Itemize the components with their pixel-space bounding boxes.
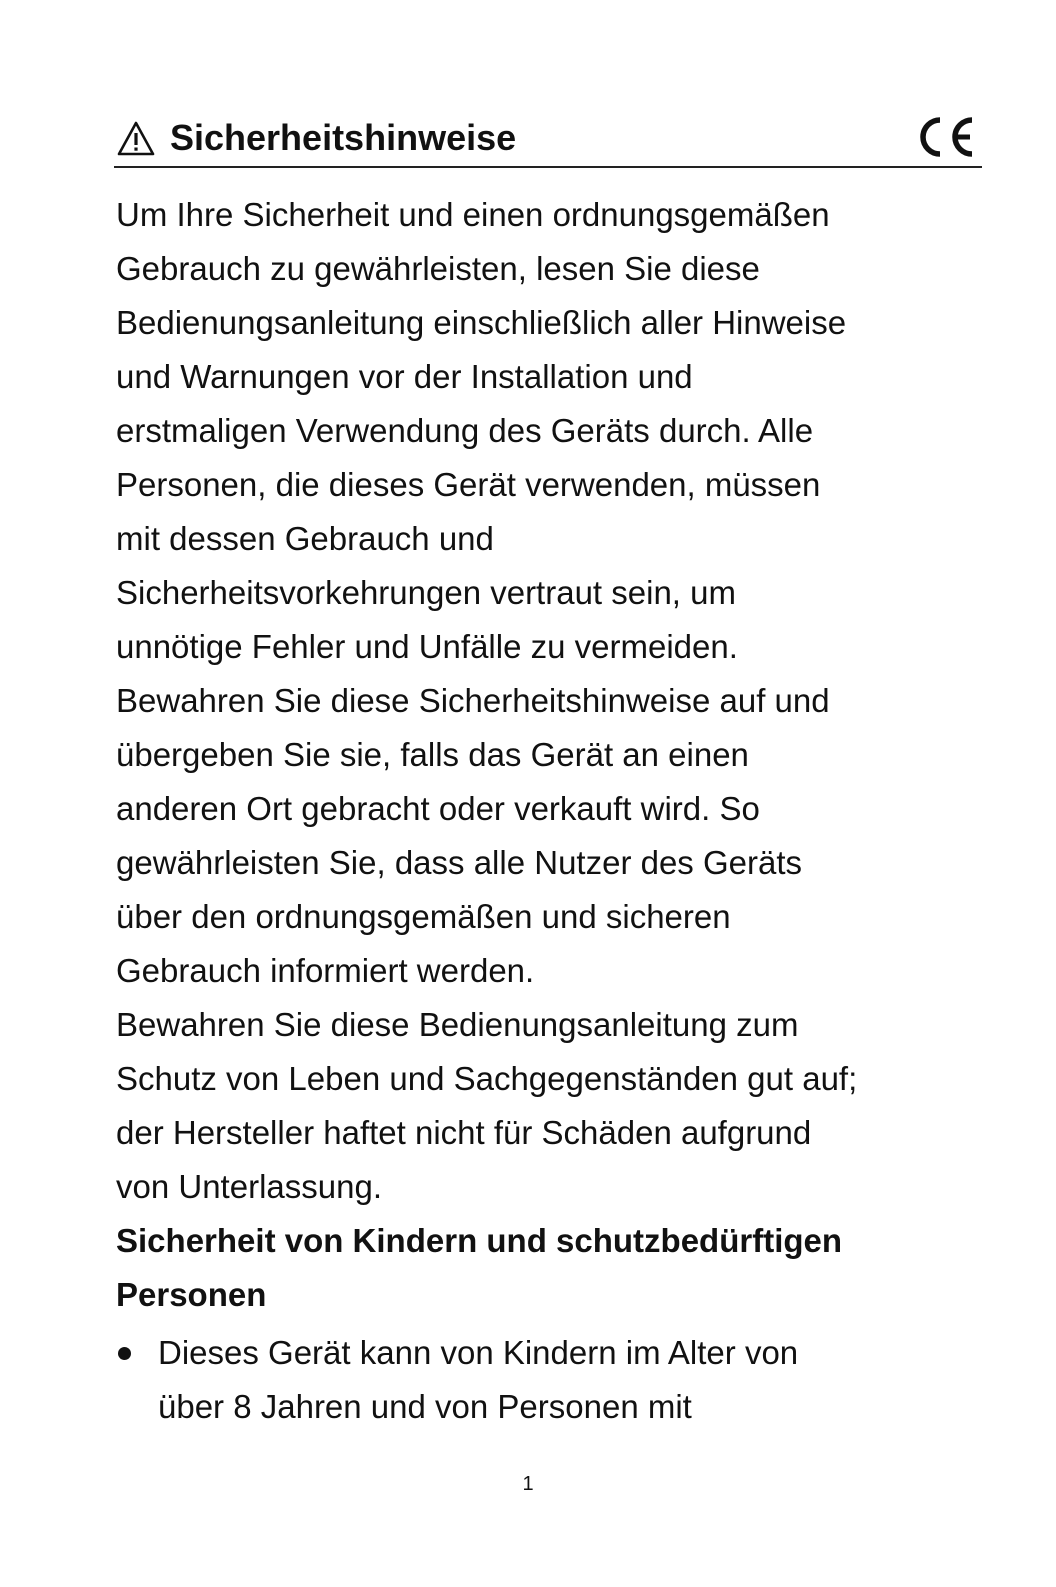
text-line: über 8 Jahren und von Personen mit: [158, 1388, 692, 1425]
text-line: anderen Ort gebracht oder verkauft wird. So: [116, 790, 760, 827]
text-line: Um Ihre Sicherheit und einen ordnungsgemäßen: [116, 196, 830, 233]
page-title: Sicherheitshinweise: [170, 117, 517, 158]
text-line: Sicherheitsvorkehrungen vertraut sein, um: [116, 574, 736, 611]
page-number: 1: [522, 1473, 534, 1495]
text-line: der Hersteller haftet nicht für Schäden aufgrund: [116, 1114, 812, 1151]
text-line: Personen, die dieses Gerät verwenden, müssen: [116, 466, 821, 503]
heading-line: Personen: [116, 1276, 267, 1313]
text-line: von Unterlassung.: [116, 1168, 382, 1205]
text-line: über den ordnungsgemäßen und sicheren: [116, 898, 731, 935]
liability-paragraph: [116, 998, 976, 1214]
list-item: [116, 1326, 976, 1434]
text-line: Schutz von Leben und Sachgegenständen gut auf;: [116, 1060, 858, 1097]
text-line: Dieses Gerät kann von Kindern im Alter von: [158, 1334, 799, 1371]
warning-triangle-icon: [116, 120, 156, 158]
text-line: Bedienungsanleitung einschließlich aller Hinweise: [116, 304, 847, 341]
text-line: Gebrauch zu gewährleisten, lesen Sie diese: [116, 250, 760, 287]
bullet-icon: [118, 1347, 131, 1360]
child-safety-heading: [116, 1214, 976, 1322]
text-line: gewährleisten Sie, dass alle Nutzer des Geräts: [116, 844, 803, 881]
text-line: mit dessen Gebrauch und: [116, 520, 494, 557]
text-line: übergeben Sie sie, falls das Gerät an einen: [116, 736, 749, 773]
ce-mark-icon: [914, 114, 976, 160]
text-line: Bewahren Sie diese Bedienungsanleitung zum: [116, 1006, 799, 1043]
intro-paragraph: [116, 188, 976, 998]
text-line: erstmaligen Verwendung des Geräts durch. Alle: [116, 412, 814, 449]
text-line: Bewahren Sie diese Sicherheitshinweise auf und: [116, 682, 830, 719]
heading-line: Sicherheit von Kindern und schutzbedürftigen: [116, 1222, 843, 1259]
section-header: [114, 112, 982, 168]
content-body: [116, 188, 976, 1434]
text-line: und Warnungen vor der Installation und: [116, 358, 693, 395]
text-line: unnötige Fehler und Unfälle zu vermeiden.: [116, 628, 738, 665]
text-line: Gebrauch informiert werden.: [116, 952, 535, 989]
child-safety-list: [116, 1326, 976, 1434]
